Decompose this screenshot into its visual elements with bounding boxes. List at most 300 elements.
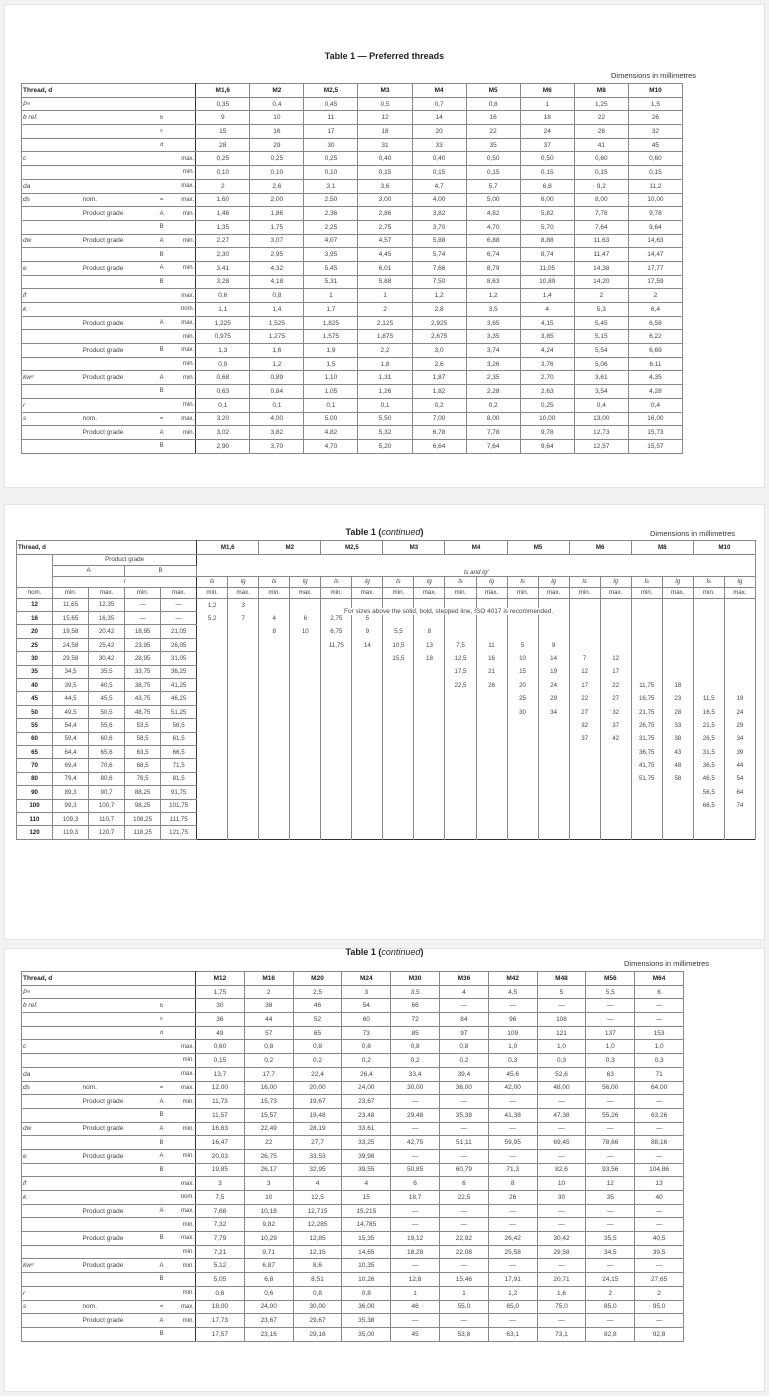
cell-value: — — [537, 1314, 586, 1328]
length-b-min: 88,25 — [125, 786, 161, 799]
cell-value: 1,4 — [250, 303, 304, 317]
cell-value: 2,90 — [196, 439, 250, 453]
row-grade — [82, 289, 152, 303]
table-row — [22, 1177, 684, 1191]
row-grade-class — [152, 1081, 172, 1095]
row-grade: Product grade — [82, 1259, 152, 1273]
cell-value: 0,10 — [196, 166, 250, 180]
row-unit: max. — [172, 1177, 196, 1191]
row-grade-class — [152, 179, 172, 193]
cell-value: 10 — [537, 1177, 586, 1191]
ls-min-cell: 11,5 — [693, 692, 724, 705]
cell-value: 23,67 — [342, 1095, 391, 1109]
length-a-max: 30,42 — [89, 652, 125, 665]
cell-value: 33 — [412, 138, 466, 152]
grade-class: A — [159, 1125, 164, 1132]
cell-value: 1,1 — [196, 303, 250, 317]
length-b-min: 38,75 — [125, 679, 161, 692]
ls-min-cell — [569, 745, 600, 758]
table-row — [17, 759, 756, 772]
column-header: M5 — [507, 541, 569, 555]
lg-symbol: lg — [290, 576, 321, 587]
row-symbol — [22, 1136, 82, 1150]
cell-value: 1,2 — [466, 289, 520, 303]
cell-value: 31 — [358, 138, 412, 152]
cell-value: 2 — [628, 289, 682, 303]
lg-symbol: lg — [414, 576, 445, 587]
ls-min-cell: 27 — [569, 705, 600, 718]
cell-value: 71 — [635, 1067, 684, 1081]
cell-value: 45,6 — [488, 1067, 537, 1081]
lg-max-cell — [228, 679, 259, 692]
cell-value: 24,00 — [244, 1300, 293, 1314]
row-unit: min. — [172, 1095, 196, 1109]
table-row — [22, 385, 683, 399]
cell-value: 10 — [244, 1191, 293, 1205]
ls-symbol: ls — [383, 576, 414, 587]
cell-value: 0,8 — [466, 97, 520, 111]
cell-value: 1,4 — [520, 289, 574, 303]
cell-value: 7,5 — [196, 1191, 245, 1205]
table-row — [22, 166, 683, 180]
table2-title-main: Table 1 — [345, 527, 376, 537]
cell-value: 2,6 — [250, 179, 304, 193]
lg-max-cell — [290, 692, 321, 705]
row-grade-class — [152, 398, 172, 412]
length-a-max: 20,42 — [89, 625, 125, 638]
row-grade: nom. — [82, 412, 152, 426]
cell-value: 82,6 — [537, 1163, 586, 1177]
length-b-min: 43,75 — [125, 692, 161, 705]
column-header: M1,6 — [197, 541, 259, 555]
table3-title-rest: continued — [381, 947, 421, 957]
cell-value: 5,88 — [358, 275, 412, 289]
ls-min-cell — [197, 638, 228, 651]
cell-value: 1,75 — [250, 220, 304, 234]
cell-value: — — [586, 1204, 635, 1218]
ls-min-cell — [693, 812, 724, 825]
row-grade: Product grade — [82, 1204, 152, 1218]
cell-value: 5,31 — [304, 275, 358, 289]
cell-value: — — [391, 1149, 440, 1163]
row-symbol — [22, 1054, 82, 1068]
cell-value: 35 — [586, 1191, 635, 1205]
cell-value: 29,16 — [293, 1327, 342, 1341]
lg-max-cell: 22 — [600, 679, 631, 692]
cell-value: — — [586, 1013, 635, 1027]
cell-value: — — [635, 1259, 684, 1273]
lg-max-cell — [352, 652, 383, 665]
row-unit — [172, 275, 196, 289]
lg-max-cell: 3 — [228, 598, 259, 611]
lg-max-cell — [228, 665, 259, 678]
cell-value: 3,35 — [466, 330, 520, 344]
nominal-length: 60 — [17, 732, 53, 745]
lg-max-cell: 34 — [538, 705, 569, 718]
cell-value: 3,5 — [391, 985, 440, 999]
cell-value: 25,58 — [488, 1245, 537, 1259]
cell-value: 2,86 — [358, 207, 412, 221]
lg-max-cell: 21 — [476, 665, 507, 678]
ls-min-cell: 6,75 — [321, 625, 352, 638]
cell-value: 3 — [196, 1177, 245, 1191]
cell-value: 26 — [628, 111, 682, 125]
cell-value: 6,11 — [628, 357, 682, 371]
row-grade-class — [152, 234, 172, 248]
ls-min-cell — [445, 705, 476, 718]
cell-value: 2 — [586, 1286, 635, 1300]
cell-value: 28 — [196, 138, 250, 152]
cell-value: 16,47 — [196, 1136, 245, 1150]
cell-value: 40 — [635, 1191, 684, 1205]
length-b-min: 53,5 — [125, 719, 161, 732]
row-grade-class — [152, 1314, 172, 1328]
cell-value: 3,95 — [304, 248, 358, 262]
lg-max-cell — [600, 786, 631, 799]
length-b-min: 28,95 — [125, 652, 161, 665]
table3-panel — [4, 948, 765, 1392]
lg-max-cell — [414, 692, 445, 705]
cell-value: 72 — [391, 1013, 440, 1027]
ls-min-cell — [569, 799, 600, 812]
cell-value: — — [586, 999, 635, 1013]
table-row — [22, 1013, 684, 1027]
cell-value: 28 — [574, 125, 628, 139]
ls-min-cell: 1,2 — [197, 598, 228, 611]
cell-value: 0,6 — [244, 1286, 293, 1300]
cell-value: 15,57 — [244, 1108, 293, 1122]
ls-min-cell — [321, 719, 352, 732]
lg-max-cell — [724, 679, 755, 692]
column-header: M48 — [537, 972, 586, 986]
row-grade — [82, 1286, 152, 1300]
row-grade — [82, 248, 152, 262]
cell-value: 121 — [537, 1026, 586, 1040]
grade-class: A — [159, 1153, 164, 1160]
ls-min-cell — [197, 679, 228, 692]
ls-min-cell — [631, 612, 662, 625]
lg-max-cell — [600, 745, 631, 758]
row-unit: min. — [172, 166, 196, 180]
cell-value: 95,0 — [635, 1300, 684, 1314]
cell-value: 18,28 — [391, 1245, 440, 1259]
cell-value: 12,8 — [391, 1273, 440, 1287]
table-row — [22, 111, 683, 125]
ls-min-cell: 12,5 — [445, 652, 476, 665]
nominal-length: 120 — [17, 826, 53, 839]
lg-max-cell — [662, 638, 693, 651]
cell-value: 104,86 — [635, 1163, 684, 1177]
ls-min-cell — [445, 732, 476, 745]
row-symbol — [22, 344, 82, 358]
lg-max-cell — [290, 719, 321, 732]
table-row — [22, 1163, 684, 1177]
cell-value: 0,15 — [574, 166, 628, 180]
table-row — [22, 234, 683, 248]
cell-value: 7,66 — [412, 261, 466, 275]
cell-value: 4,35 — [628, 371, 682, 385]
cell-value: 4,7 — [412, 179, 466, 193]
ls-min-header: min. — [445, 587, 476, 598]
cell-value: 26,4 — [342, 1067, 391, 1081]
table-row — [17, 719, 756, 732]
cell-value: 60 — [342, 1013, 391, 1027]
cell-value: 1,75 — [196, 985, 245, 999]
ls-min-cell — [569, 638, 600, 651]
cell-value: 41 — [574, 138, 628, 152]
cell-value: 0,2 — [391, 1054, 440, 1068]
ls-min-cell — [569, 826, 600, 839]
cell-value: 29 — [250, 138, 304, 152]
cell-value: 14,47 — [628, 248, 682, 262]
row-unit: max. — [172, 1081, 196, 1095]
cell-value: 17 — [304, 125, 358, 139]
row-grade-class — [152, 1177, 172, 1191]
row-grade — [82, 330, 152, 344]
row-grade — [82, 985, 152, 999]
cell-value: 0,7 — [412, 97, 466, 111]
cell-value: 32,95 — [293, 1163, 342, 1177]
table-row — [22, 207, 683, 221]
length-b-max: — — [161, 598, 197, 611]
cell-value: 0,40 — [358, 152, 412, 166]
grade-class: A — [159, 1262, 164, 1269]
row-symbol — [22, 138, 82, 152]
cell-value: 7,64 — [466, 439, 520, 453]
length-b-min: 48,75 — [125, 705, 161, 718]
lg-max-cell: 64 — [724, 786, 755, 799]
grade-class: B — [159, 251, 164, 258]
cell-value: 65,0 — [488, 1300, 537, 1314]
lg-max-cell — [538, 625, 569, 638]
ls-min-cell — [259, 812, 290, 825]
row-grade-class — [152, 220, 172, 234]
cell-value: 3,20 — [196, 412, 250, 426]
cell-value: 3 — [244, 1177, 293, 1191]
table-row — [22, 179, 683, 193]
cell-value: 22,92 — [440, 1232, 489, 1246]
cell-value: 52,6 — [537, 1067, 586, 1081]
ls-min-cell — [693, 612, 724, 625]
grade-class: A — [159, 1098, 164, 1105]
row-grade — [82, 385, 152, 399]
table-row — [22, 1067, 684, 1081]
cell-value: — — [488, 1095, 537, 1109]
cell-value: 2,70 — [520, 371, 574, 385]
cell-value: 1,10 — [304, 371, 358, 385]
lg-max-cell — [476, 786, 507, 799]
row-grade-class — [152, 1163, 172, 1177]
length-b-max: 66,5 — [161, 745, 197, 758]
ls-min-cell — [631, 812, 662, 825]
lg-max-cell — [538, 799, 569, 812]
cell-value: — — [635, 1122, 684, 1136]
lg-max-cell — [600, 812, 631, 825]
table-row — [22, 1081, 684, 1095]
ls-min-header: min. — [383, 587, 414, 598]
row-unit — [172, 1273, 196, 1287]
lg-max-cell — [724, 625, 755, 638]
cell-value: 4,82 — [304, 426, 358, 440]
ls-min-cell — [507, 786, 538, 799]
cell-value: 0,84 — [250, 385, 304, 399]
cell-value: — — [586, 1314, 635, 1328]
cell-value: 17,77 — [628, 261, 682, 275]
grade-class: A — [159, 429, 164, 436]
cell-value: 7,78 — [574, 207, 628, 221]
cell-value: 11,73 — [196, 1095, 245, 1109]
cell-value: — — [586, 1095, 635, 1109]
row-symbol — [22, 316, 82, 330]
ls-min-cell — [197, 772, 228, 785]
cell-value: 2 — [574, 289, 628, 303]
lg-max-header: max. — [538, 587, 569, 598]
cell-value: — — [391, 1259, 440, 1273]
row-unit: min. — [172, 1122, 196, 1136]
cell-value: 85,0 — [586, 1300, 635, 1314]
cell-value: 11 — [304, 111, 358, 125]
table-row — [22, 371, 683, 385]
column-header: M10 — [693, 541, 755, 555]
cell-value: 5,5 — [586, 985, 635, 999]
grade-class: B — [159, 1112, 164, 1119]
table1-title-rest: — Preferred threads — [355, 51, 445, 61]
b-max-header: max. — [161, 587, 197, 598]
cell-value: 0,8 — [391, 1040, 440, 1054]
cell-value: 14 — [412, 111, 466, 125]
header-row — [22, 84, 683, 98]
ls-min-cell — [631, 786, 662, 799]
cell-value: — — [440, 1314, 489, 1328]
cell-value: 0,25 — [304, 152, 358, 166]
cell-value: 55,0 — [440, 1300, 489, 1314]
ls-min-cell — [383, 745, 414, 758]
cell-value: 29,67 — [293, 1314, 342, 1328]
row-unit: min. — [172, 1245, 196, 1259]
cell-value: 10,35 — [342, 1259, 391, 1273]
ls-min-cell — [197, 719, 228, 732]
row-grade-class — [152, 316, 172, 330]
cell-value: 30,00 — [293, 1300, 342, 1314]
lg-max-cell — [414, 679, 445, 692]
lg-max-cell — [290, 732, 321, 745]
ls-min-cell: 22 — [569, 692, 600, 705]
length-a-min: 29,58 — [53, 652, 89, 665]
cell-value: 22 — [466, 125, 520, 139]
ls-min-cell — [383, 786, 414, 799]
cell-value: — — [440, 999, 489, 1013]
cell-value: 12 — [586, 1177, 635, 1191]
cell-value: 93,56 — [586, 1163, 635, 1177]
row-grade-class — [152, 1218, 172, 1232]
a-max-header: max. — [89, 587, 125, 598]
cell-value: 3,61 — [574, 371, 628, 385]
cell-value: 12,57 — [574, 439, 628, 453]
lg-max-cell — [290, 799, 321, 812]
lg-max-cell — [538, 759, 569, 772]
lg-max-cell — [476, 692, 507, 705]
row-symbol — [22, 1163, 82, 1177]
cell-value: 3,41 — [196, 261, 250, 275]
lg-max-cell — [600, 638, 631, 651]
table-row — [22, 1108, 684, 1122]
lg-max-cell: 18 — [414, 652, 445, 665]
cell-value: 5,32 — [358, 426, 412, 440]
row-unit: min. — [172, 330, 196, 344]
cell-value: 14,63 — [628, 234, 682, 248]
row-grade-class — [152, 1136, 172, 1150]
column-header: M20 — [293, 972, 342, 986]
ls-min-cell: 30 — [507, 705, 538, 718]
row-unit: min. — [172, 1259, 196, 1273]
cell-value: 5,00 — [466, 193, 520, 207]
lg-max-cell: 9 — [352, 625, 383, 638]
cell-value: 5,50 — [358, 412, 412, 426]
cell-value: — — [391, 1218, 440, 1232]
sub-label: c — [160, 128, 164, 135]
cell-value: 4,07 — [304, 234, 358, 248]
lg-max-cell — [414, 705, 445, 718]
row-unit: max. — [172, 316, 196, 330]
length-a-min: 89,3 — [53, 786, 89, 799]
cell-value: 1,0 — [488, 1040, 537, 1054]
cell-value: — — [586, 1149, 635, 1163]
column-header: M12 — [196, 972, 245, 986]
cell-value: 22 — [244, 1136, 293, 1150]
cell-value: 0,3 — [586, 1054, 635, 1068]
table-row — [22, 1136, 684, 1150]
cell-value: 1,87 — [412, 371, 466, 385]
length-b-max: 81,5 — [161, 772, 197, 785]
ls-min-cell — [321, 772, 352, 785]
table-row — [22, 1026, 684, 1040]
length-b-min: 33,75 — [125, 665, 161, 678]
row-unit: min. — [172, 261, 196, 275]
cell-value: 16 — [466, 111, 520, 125]
lg-max-cell: 74 — [724, 799, 755, 812]
length-b-min: 23,95 — [125, 638, 161, 651]
lg-max-cell — [228, 719, 259, 732]
cell-value: 11,63 — [574, 234, 628, 248]
cell-value: — — [440, 1204, 489, 1218]
row-unit: max. — [172, 1300, 196, 1314]
cell-value: 15,35 — [342, 1232, 391, 1246]
cell-value: 78,66 — [586, 1136, 635, 1150]
ls-min-cell: 2,75 — [321, 612, 352, 625]
cell-value: 5,00 — [304, 412, 358, 426]
cell-value: 15,73 — [628, 426, 682, 440]
lg-max-cell — [414, 826, 445, 839]
ls-min-cell — [197, 826, 228, 839]
column-header: M36 — [440, 972, 489, 986]
row-grade: Product grade — [82, 371, 152, 385]
row-symbol — [22, 1026, 82, 1040]
cell-value: 26,17 — [244, 1163, 293, 1177]
column-header: M8 — [631, 541, 693, 555]
cell-value: 1,05 — [304, 385, 358, 399]
cell-value: — — [635, 1013, 684, 1027]
row-grade — [82, 1013, 152, 1027]
cell-value: 2,35 — [466, 371, 520, 385]
cell-value: 73 — [342, 1026, 391, 1040]
row-symbol: kwᵉ — [22, 1259, 82, 1273]
nominal-length: 55 — [17, 719, 53, 732]
ls-lg-label: ls and lgᶠ — [197, 554, 756, 576]
cell-value: 1,0 — [635, 1040, 684, 1054]
ls-min-cell — [445, 719, 476, 732]
lg-symbol: lg — [662, 576, 693, 587]
lg-symbol: lg — [228, 576, 259, 587]
